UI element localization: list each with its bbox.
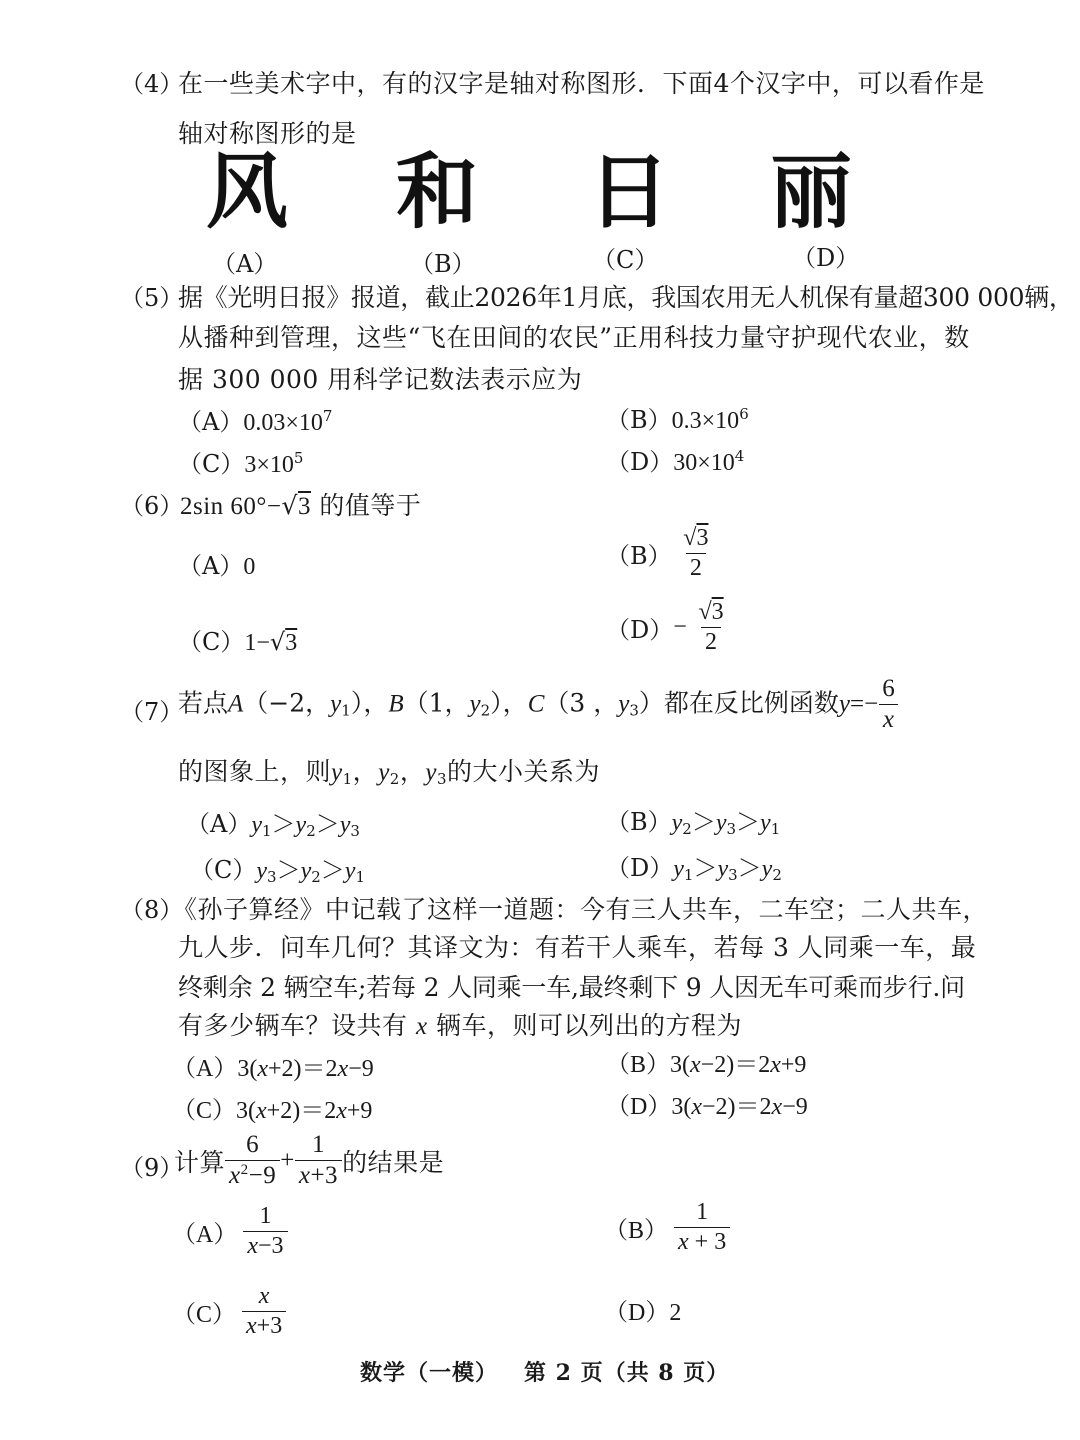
q7-number: （7） — [120, 698, 184, 726]
q5-stem-line2: 从播种到管理，这些“飞在田间的农民”正用科技力量守护现代农业，数 — [178, 323, 970, 352]
q7-option-c-label: （C） — [190, 856, 257, 884]
q7-close-paren-last: ） — [638, 688, 664, 718]
q4-label-c: （C） — [592, 246, 659, 274]
q6-option-a-label: （A） — [178, 552, 244, 580]
q5-option-d-exponent: 4 — [734, 447, 745, 465]
q7-sub-3: 3 — [728, 866, 738, 884]
q7-equals: =− — [850, 690, 879, 718]
q8-var-x: x — [771, 1094, 783, 1120]
q7-function-fraction — [878, 676, 899, 734]
q8-stem-line4 — [178, 1006, 742, 1042]
q9-text-jisuan: 计算 — [174, 1147, 226, 1177]
q9-option-c — [172, 1284, 286, 1339]
q9-option-a — [172, 1204, 288, 1259]
q7-var-y: y — [671, 810, 683, 836]
q7-var-y: y — [425, 759, 437, 786]
q7-close-paren: ）， — [350, 688, 389, 718]
q7-var-y: y — [344, 858, 356, 884]
q4-char-d: 丽 — [770, 145, 853, 240]
q5-option-a-label: （A） — [178, 408, 244, 436]
q8-option-d-part3: −9 — [782, 1094, 808, 1120]
q7-point-c: C — [527, 690, 545, 718]
q7-var-y: y — [330, 690, 342, 718]
q5-option-d — [606, 442, 744, 477]
q9-fraction-1 — [225, 1132, 280, 1190]
q7-gt: ＞ — [736, 808, 761, 836]
q8-option-c — [172, 1090, 372, 1125]
q7-option-c — [190, 850, 365, 886]
q8-number: （8） — [120, 896, 184, 924]
q7-gt: ＞ — [276, 856, 301, 884]
q7-sub-3: 3 — [350, 822, 360, 840]
q9-option-a-den-x: x — [247, 1233, 258, 1260]
q9-option-c-numerator: x — [258, 1283, 270, 1309]
q9-option-b-numerator: 1 — [696, 1199, 709, 1225]
q7-text-function: 都在反比例函数 — [663, 688, 839, 718]
page-footer: 数学（一模） 第 2 页（共 8 页） — [360, 1360, 730, 1386]
q7-gt: ＞ — [271, 810, 296, 838]
q9-f2-den-x: x — [298, 1162, 311, 1190]
q9-option-d-label: （D） — [604, 1300, 670, 1326]
q7-point-b-coord: （1， — [403, 688, 470, 718]
q4-char-b: 和 — [396, 145, 479, 240]
q8-option-c-part1: 3( — [236, 1098, 257, 1124]
q6-option-b-numerator: 3 — [696, 525, 709, 551]
q7-sub-2: 2 — [480, 701, 491, 720]
q7-var-y: y — [295, 812, 307, 838]
q7-text-ruodian: 若点 — [178, 688, 229, 718]
q7-var-y: y — [469, 690, 481, 718]
q7-var-y: y — [717, 856, 729, 882]
q7-sub-1: 1 — [683, 866, 694, 884]
q6-option-c-prefix: 1− — [244, 630, 270, 656]
q8-option-d-part2: −2)＝2 — [702, 1094, 772, 1120]
q9-option-a-den-tail: −3 — [258, 1233, 284, 1260]
q5-option-c-mantissa: 3×10 — [244, 452, 294, 478]
q9-f1-den-exp: 2 — [240, 1162, 249, 1179]
q7-sub-3: 3 — [267, 868, 277, 886]
q7-gt: ＞ — [315, 810, 340, 838]
q7-sub-3: 3 — [726, 820, 737, 838]
q7-var-y: y — [838, 690, 851, 718]
q6-stem-tail: 的值等于 — [319, 491, 422, 520]
q9-f1-numerator: 6 — [246, 1131, 260, 1158]
q7-sub-1: 1 — [341, 701, 351, 720]
q7-close-paren: ）， — [490, 688, 528, 718]
q9-option-b-fraction — [674, 1200, 730, 1255]
q5-number: （5） — [120, 284, 184, 312]
q7-sub-3: 3 — [436, 770, 448, 788]
q7-sub-3: 3 — [629, 701, 639, 720]
q8-option-c-part3: +9 — [346, 1098, 373, 1124]
q8-stem-line2: 九人步．问车几何？其译文为：有若干人乘车，若每 3 人同乘一车，最 — [178, 933, 977, 962]
q6-option-d-numerator: 3 — [711, 599, 724, 625]
q7-var-y: y — [300, 858, 312, 884]
q6-stem: 2sin 60°−√3 的值等于 — [180, 491, 422, 520]
q4-char-a: 风 — [206, 145, 289, 240]
q5-option-b-mantissa: 0.3×10 — [671, 408, 740, 434]
q7-point-b: B — [388, 690, 404, 718]
q8-option-d-label: （D） — [606, 1094, 672, 1120]
q6-option-d — [606, 600, 728, 655]
q9-option-d — [604, 1292, 681, 1327]
q7-sub-1: 1 — [262, 822, 272, 840]
q7-option-d-label: （D） — [606, 854, 674, 882]
q9-number: （9） — [120, 1154, 184, 1182]
q7-point-a-coord: （−2， — [243, 688, 331, 718]
q5-option-b-exponent: 6 — [739, 405, 749, 423]
q9-f2-numerator: 1 — [311, 1131, 325, 1158]
q7-var-y: y — [761, 856, 773, 882]
q4-label-a: （A） — [212, 250, 278, 278]
q7-sub-2: 2 — [389, 770, 400, 788]
q7-var-y: y — [339, 812, 351, 838]
q6-option-b-fraction: $\frac{√3}{2}$ — [683, 525, 709, 582]
q7-option-b — [606, 802, 780, 838]
q7-var-y: y — [378, 759, 390, 786]
q7-sub-1: 1 — [355, 868, 365, 886]
q6-option-b-label: （B） — [606, 542, 672, 571]
q7-var-y: y — [715, 810, 727, 836]
q9-option-b-den-x: x — [678, 1229, 689, 1256]
q8-option-a-part3: −9 — [348, 1056, 374, 1082]
q7-stem-line1 — [178, 676, 899, 734]
q6-option-d-fraction: $\frac{√3}{2}$ — [698, 599, 724, 656]
q4-stem-line2: 轴对称图形的是 — [178, 119, 357, 148]
q9-option-c-den-tail: +3 — [256, 1313, 283, 1340]
q6-option-c: （C）1−√3 — [178, 628, 298, 656]
q8-var-x: x — [690, 1052, 701, 1078]
q5-stem-line3: 据 300 000 用科学记数法表示应为 — [178, 365, 583, 394]
q9-option-c-fraction — [242, 1284, 286, 1339]
q5-option-a — [178, 402, 332, 437]
q6-number: （6） — [120, 492, 184, 520]
q7-point-a: A — [228, 690, 244, 718]
q9-f2-den-tail: +3 — [310, 1162, 339, 1190]
q8-var-x: x — [337, 1056, 349, 1082]
q7-sub-2: 2 — [306, 822, 316, 840]
q7-gt: ＞ — [320, 856, 345, 884]
q7-var-y: y — [618, 690, 630, 718]
q4-label-d: （D） — [792, 244, 860, 272]
q8-text-part2: 辆车，则可以列出的方程为 — [436, 1011, 743, 1040]
q9-text-jieguo: 的结果是 — [342, 1147, 445, 1177]
q8-option-d-part1: 3( — [671, 1094, 692, 1120]
q5-option-d-mantissa: 30×10 — [673, 450, 735, 476]
q7-sub-1: 1 — [770, 820, 781, 838]
q6-option-d-denominator: 2 — [701, 627, 721, 655]
q8-option-d — [606, 1086, 808, 1121]
q8-option-b-label: （B） — [606, 1052, 671, 1078]
q6-option-d-label: （D） — [606, 616, 674, 645]
q7-var-y: y — [760, 810, 771, 836]
q6-option-b-denominator: 2 — [686, 553, 706, 581]
q9-option-b-den-tail: + 3 — [688, 1229, 727, 1256]
q4-number: （4） — [120, 70, 184, 98]
q7-option-a-label: （A） — [186, 810, 252, 838]
q7-text-guanxi: 的大小关系为 — [447, 757, 601, 786]
q7-fraction-denominator: x — [879, 704, 898, 733]
q9-option-a-label: （A） — [172, 1222, 238, 1249]
q7-sub-1: 1 — [342, 770, 353, 788]
q7-option-b-label: （B） — [606, 808, 672, 836]
q8-option-a-part1: 3( — [237, 1056, 258, 1082]
q8-option-a-part2: +2)＝2 — [268, 1056, 338, 1082]
q9-option-d-value: 2 — [669, 1300, 682, 1326]
q5-option-c-exponent: 5 — [293, 449, 304, 467]
q6-radicand: 3 — [297, 493, 311, 520]
q8-var-x: x — [336, 1098, 347, 1124]
q8-option-b-part1: 3( — [670, 1052, 691, 1078]
q6-expression: 2sin 60°− — [180, 493, 282, 520]
q7-sub-2: 2 — [682, 820, 692, 838]
q4-stem-line1: 在一些美术字中，有的汉字是轴对称图形．下面4个汉字中，可以看作是 — [178, 69, 985, 98]
q9-option-c-label: （C） — [172, 1302, 237, 1329]
q7-sub-2: 2 — [772, 866, 782, 884]
q8-stem-line1: 《孙子算经》中记载了这样一道题：今有三人共车，二车空；二人共车， — [172, 895, 989, 924]
q5-stem-line1: 据《光明日报》报道，截止2026年1月底，我国农用无人机保有量超300 000辆， — [178, 283, 1074, 312]
q5-option-c-label: （C） — [178, 450, 245, 478]
q8-option-b-part3: +9 — [780, 1052, 807, 1078]
q9-fraction-2 — [295, 1132, 342, 1190]
q8-option-c-label: （C） — [172, 1098, 237, 1124]
q5-option-c — [178, 444, 303, 479]
q9-option-a-numerator: 1 — [259, 1203, 272, 1229]
q7-comma: ， — [352, 757, 379, 786]
q6-option-c-radicand: 3 — [285, 630, 298, 656]
q8-var-x: x — [257, 1056, 268, 1082]
q6-option-a — [178, 546, 255, 581]
q7-sub-2: 2 — [311, 868, 321, 886]
q8-var-x: x — [770, 1052, 781, 1078]
q6-option-a-value: 0 — [243, 554, 256, 580]
q7-text-tuxiang: 的图象上，则 — [178, 757, 332, 786]
q7-gt: ＞ — [737, 854, 762, 882]
q8-stem-line3: 终剩余 2 辆空车;若每 2 人同乘一车,最终剩下 9 人因无车可乘而步行.问 — [178, 973, 965, 1002]
q6-option-c-label: （C） — [178, 628, 245, 656]
q7-var-y: y — [331, 759, 343, 786]
q7-var-y: y — [256, 858, 268, 884]
q8-option-a — [172, 1048, 374, 1083]
q7-var-y: y — [251, 812, 262, 838]
q5-option-a-exponent: 7 — [322, 407, 333, 425]
q7-point-c-coord: （3 ， — [544, 688, 619, 718]
q6-option-b — [606, 526, 712, 581]
q5-option-d-label: （D） — [606, 448, 674, 476]
q9-option-b — [604, 1200, 730, 1255]
q4-char-c: 日 — [588, 145, 671, 240]
q8-option-b-part2: −2)＝2 — [700, 1052, 771, 1078]
q7-comma: ， — [399, 757, 426, 786]
q8-var-x: x — [256, 1098, 267, 1124]
q9-option-a-fraction — [243, 1204, 287, 1259]
q7-var-y: y — [673, 856, 684, 882]
q7-gt: ＞ — [693, 854, 718, 882]
q9-option-b-label: （B） — [604, 1218, 669, 1245]
q5-option-a-mantissa: 0.03×10 — [243, 410, 323, 436]
q8-option-a-label: （A） — [172, 1056, 238, 1082]
q8-text-part1: 有多少辆车？设共有 — [178, 1011, 408, 1040]
q7-gt: ＞ — [691, 808, 716, 836]
q6-option-d-sign: − — [673, 614, 687, 641]
q9-stem — [174, 1132, 444, 1190]
q5-option-b-label: （B） — [606, 406, 672, 434]
q9-f1-den-x: x — [229, 1162, 241, 1190]
q9-option-c-den-x: x — [246, 1313, 257, 1340]
q8-option-b — [606, 1044, 806, 1079]
q7-option-a — [186, 804, 360, 840]
q8-var-x: x — [415, 1013, 428, 1040]
q8-option-c-part2: +2)＝2 — [266, 1098, 337, 1124]
q7-stem-line2 — [178, 752, 600, 788]
q7-option-d — [606, 848, 782, 884]
q4-label-b: （B） — [410, 250, 476, 278]
q8-var-x: x — [691, 1094, 702, 1120]
q7-fraction-numerator: 6 — [882, 675, 895, 702]
q9-plus: + — [280, 1146, 295, 1174]
q9-f1-den-tail: −9 — [248, 1162, 277, 1190]
q5-option-b — [606, 400, 749, 435]
